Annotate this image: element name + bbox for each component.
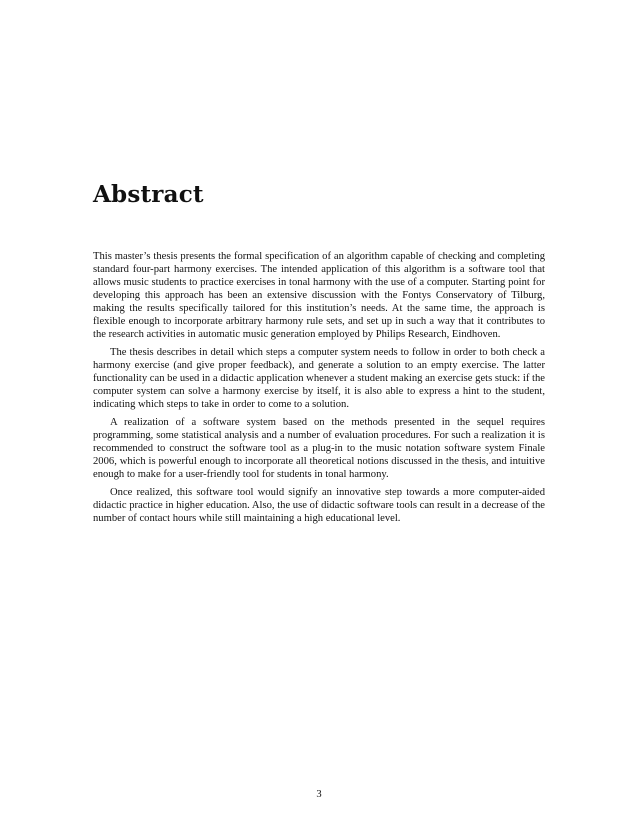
abstract-paragraph: Once realized, this software tool would signify an innovative step towards a more computer-aided didactic practice in higher education. Also, the use of didactic software tools can result in a decrease of the number of contact hours while still maintaining a high educational level. — [93, 487, 545, 524]
abstract-paragraph: A realization of a software system based on the methods presented in the sequel requires programming, some statistical analysis and a number of evaluation procedures. For such a realization it is recommended to construct the software tool as a plug-in to the music notation software system Finale 2006, which is powerful enough to incorporate all theoretical notions discussed in the thesis, and intuitive enough to make for a user-friendly tool for students in tonal harmony. — [93, 417, 545, 480]
page-title: Abstract — [93, 181, 204, 208]
abstract-paragraph: The thesis describes in detail which steps a computer system needs to follow in order to both check a harmony exercise (and give proper feedback), and generate a solution to an empty exercise. The latter functionality can be used in a didactic application whenever a student making an exercise gets stuck: if the computer system can solve a harmony exercise by itself, it is also able to express a hint to the student, indicating which steps to take in order to come to a solution. — [93, 347, 545, 410]
abstract-body — [93, 250, 545, 530]
page-number: 3 — [316, 789, 322, 800]
abstract-paragraph: This master’s thesis presents the formal specification of an algorithm capable of checking and completing standard four-part harmony exercises. The intended application of this algorithm is a software tool that allows music students to practice exercises in tonal harmony with the use of a computer. Starting point for developing this approach has been an extensive discussion with the Fontys Conservatory of Tilburg, making the results specifically tailored for this institution’s needs. At the same time, the approach is flexible enough to incorporate arbitrary harmony rule sets, and set up in such a way that it contributes to the research activities in automatic music generation employed by Philips Research, Eindhoven. — [93, 251, 545, 340]
